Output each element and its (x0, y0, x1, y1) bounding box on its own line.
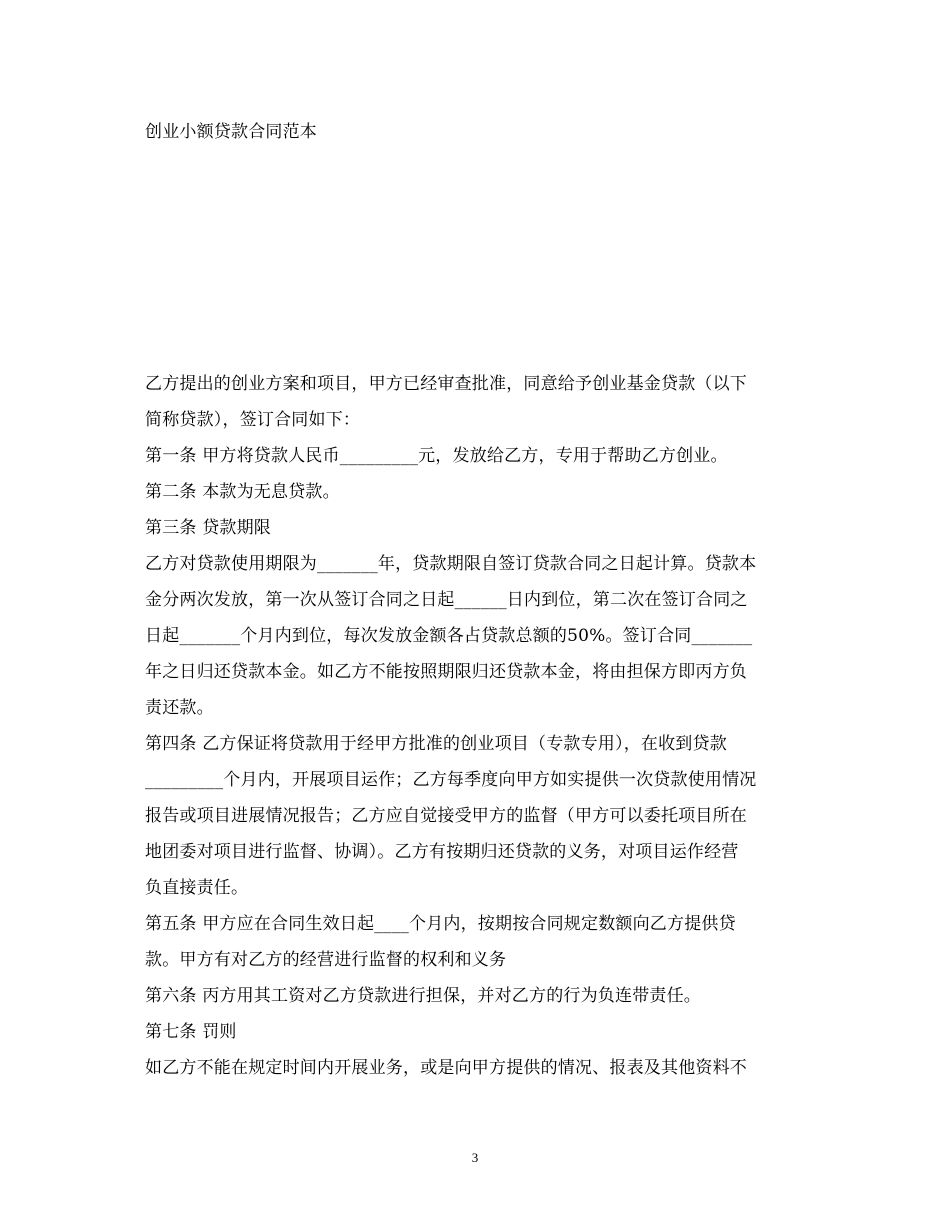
page-number: 3 (471, 1150, 479, 1165)
article-4-line: 第四条 乙方保证将贷款用于经甲方批准的创业项目（专款专用），在收到贷款 (145, 734, 727, 754)
lender-field (145, 150, 810, 186)
article-7-line: 如乙方不能在规定时间内开展业务，或是向甲方提供的情况、报表及其他资料不 (145, 1058, 747, 1078)
article-4-line: 负直接责任。 (145, 878, 249, 898)
article-3-line: 责还款。 (145, 698, 214, 718)
document-title: 创业小额贷款合同范本 (145, 122, 317, 142)
intro-line: 简称贷款），签订合同如下： (145, 410, 361, 430)
article-5-line: 款。甲方有对乙方的经营进行监督的权利和义务 (145, 950, 507, 970)
article-3-body (145, 546, 810, 726)
article-5 (145, 906, 810, 978)
article-4-line: _________个月内，开展项目运作；乙方每季度向甲方如实提供一次贷款使用情况 (145, 770, 757, 790)
lender-employer-field (145, 222, 810, 258)
article-4 (145, 726, 810, 906)
article-7-body (145, 1050, 810, 1086)
intro-paragraph (145, 366, 810, 438)
article-3-title: 第三条 贷款期限 (145, 518, 272, 538)
article-5-line: 第五条 甲方应在合同生效日起____个月内，按期按合同规定数额向乙方提供贷 (145, 914, 736, 934)
borrower-employer-field (145, 330, 810, 366)
article-3-line: 乙方对贷款使用期限为_______年，贷款期限自签订贷款合同之日起计算。贷款本 (145, 554, 757, 574)
borrower-name-field (145, 294, 810, 330)
article-3-line: 日起_______个月内到位，每次发放金额各占贷款总额的50%。签订合同_______ (145, 626, 753, 646)
borrower-field (145, 258, 810, 294)
article-1: 第一条 甲方将贷款人民币_________元，发放给乙方，专用于帮助乙方创业。 (145, 446, 728, 466)
article-3-line: 年之日归还贷款本金。如乙方不能按照期限归还贷款本金，将由担保方即丙方负 (145, 662, 747, 682)
article-4-line: 地团委对项目进行监督、协调）。乙方有按期归还贷款的义务，对项目运作经营 (145, 842, 739, 862)
article-3-line: 金分两次发放，第一次从签订合同之日起______日内到位，第二次在签订合同之 (145, 590, 748, 610)
article-2: 第二条 本款为无息贷款。 (145, 482, 340, 502)
contract-body (145, 114, 810, 1086)
article-4-line: 报告或项目进展情况报告；乙方应自觉接受甲方的监督（甲方可以委托项目所在 (145, 806, 747, 826)
intro-line: 乙方提出的创业方案和项目，甲方已经审查批准，同意给予创业基金贷款（以下 (145, 374, 747, 394)
lender-name-field (145, 186, 810, 222)
article-6: 第六条 丙方用其工资对乙方贷款进行担保，并对乙方的行为负连带责任。 (145, 986, 702, 1006)
article-7-title: 第七条 罚则 (145, 1022, 237, 1042)
